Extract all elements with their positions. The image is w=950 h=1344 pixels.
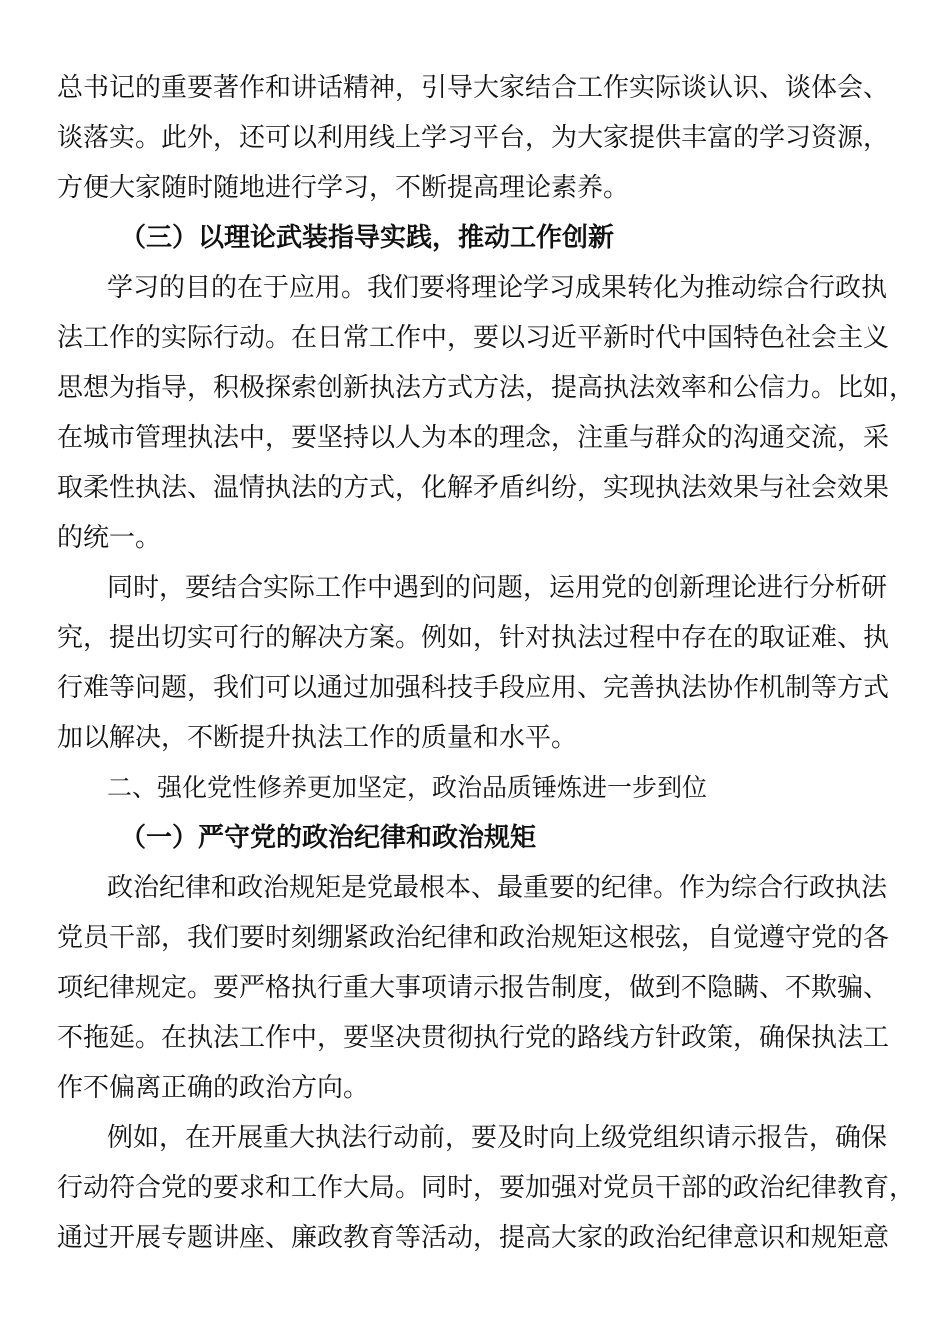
paragraph-first-line: 政治纪律和政治规矩是党最根本、最重要的纪律。作为综合行政执法 xyxy=(107,873,888,903)
body-text-line: 作不偏离正确的政治方向。 xyxy=(57,1073,370,1103)
body-text-line: 在城市管理执法中，要坚持以人为本的理念，注重与群众的沟通交流，采 xyxy=(57,423,890,453)
body-text-line: 行动符合党的要求和工作大局。同时，要加强对党员干部的政治纪律教育， xyxy=(57,1173,916,1203)
body-text-line: 究，提出切实可行的解决方案。例如，针对执法过程中存在的取证难、执 xyxy=(57,623,890,653)
body-text-line: 不拖延。在执法工作中，要坚决贯彻执行党的路线方针政策，确保执法工 xyxy=(57,1023,890,1053)
body-text-line: 通过开展专题讲座、廉政教育等活动，提高大家的政治纪律意识和规矩意 xyxy=(57,1223,890,1253)
body-text-line: 法工作的实际行动。在日常工作中，要以习近平新时代中国特色社会主义 xyxy=(57,323,890,353)
body-text-line: 总书记的重要著作和讲话精神，引导大家结合工作实际谈认识、谈体会、 xyxy=(57,73,890,103)
body-text-line: 加以解决，不断提升执法工作的质量和水平。 xyxy=(57,723,578,753)
body-text-line: 行难等问题，我们可以通过加强科技手段应用、完善执法协作机制等方式 xyxy=(57,673,890,703)
body-text-line: 方便大家随时随地进行学习，不断提高理论素养。 xyxy=(57,173,630,203)
body-text-line: 取柔性执法、温情执法的方式，化解矛盾纠纷，实现执法效果与社会效果 xyxy=(57,473,890,503)
body-text-line: 思想为指导，积极探索创新执法方式方法，提高执法效率和公信力。比如， xyxy=(57,373,916,403)
body-text-line: 谈落实。此外，还可以利用线上学习平台，为大家提供丰富的学习资源， xyxy=(57,123,890,153)
subsection-heading: （三）以理论武装指导实践，推动工作创新 xyxy=(120,223,615,253)
body-text-line: 的统一。 xyxy=(57,523,162,553)
paragraph-first-line: 同时，要结合实际工作中遇到的问题，运用党的创新理论进行分析研 xyxy=(107,573,888,603)
subsection-heading: （一）严守党的政治纪律和政治规矩 xyxy=(120,823,537,853)
paragraph-first-line: 学习的目的在于应用。我们要将理论学习成果转化为推动综合行政执 xyxy=(107,273,888,303)
paragraph-first-line: 例如，在开展重大执法行动前，要及时向上级党组织请示报告，确保 xyxy=(107,1123,888,1153)
body-text-line: 项纪律规定。要严格执行重大事项请示报告制度，做到不隐瞒、不欺骗、 xyxy=(57,973,890,1003)
body-text-line: 党员干部，我们要时刻绷紧政治纪律和政治规矩这根弦，自觉遵守党的各 xyxy=(57,923,890,953)
section-heading: 二、强化党性修养更加坚定，政治品质锤炼进一步到位 xyxy=(107,773,708,802)
